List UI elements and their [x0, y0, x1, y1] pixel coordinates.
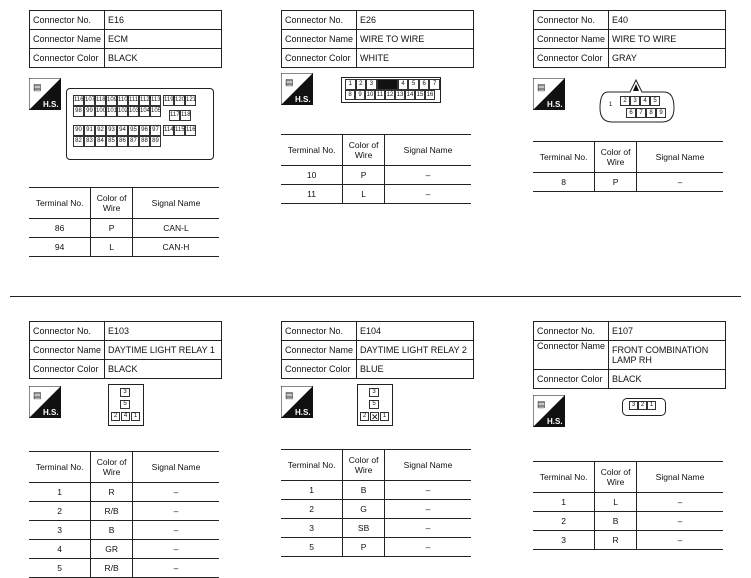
table-row: [281, 538, 471, 557]
terminal-no-cell: 5: [29, 559, 91, 578]
signal-name-cell: –: [637, 493, 724, 512]
svg-text:H.S.: H.S.: [547, 100, 563, 109]
connector-color-label: Connector Color: [282, 49, 357, 68]
connector-pin: 14: [406, 92, 414, 98]
connector-pin: 116: [73, 95, 84, 106]
connector-no-value: E107: [609, 322, 726, 341]
e103-pin-5: 5: [120, 400, 130, 409]
wire-color-header: Color of Wire: [343, 135, 385, 166]
wire-color-cell: B: [91, 521, 133, 540]
hs-icon: [281, 73, 313, 105]
wire-color-cell: B: [595, 512, 637, 531]
e104-pin-1: 1: [380, 412, 389, 421]
connector-pin: 97: [150, 125, 161, 136]
terminal-no-cell: 1: [533, 493, 595, 512]
e104-connector-face: [357, 384, 393, 426]
e103-connector-face: [108, 384, 144, 426]
connector-pin: 1: [345, 79, 356, 90]
connector-color-label: Connector Color: [30, 49, 105, 68]
terminal-no-cell: 5: [281, 538, 343, 557]
connector-pin: 3: [366, 79, 377, 90]
terminal-table-e16: [29, 187, 219, 257]
connector-pin: 109: [106, 95, 117, 106]
connector-pin: 121: [185, 95, 196, 106]
connector-pin: 118: [180, 110, 191, 121]
connector-pin: 118: [95, 95, 106, 106]
connector-info-table: [29, 321, 222, 379]
terminal-no-header: Terminal No.: [281, 135, 343, 166]
terminal-no-cell: 2: [533, 512, 595, 531]
table-row: [281, 500, 471, 519]
wire-color-cell: P: [343, 538, 385, 557]
e26-connector-face: [341, 77, 441, 103]
connector-pin: 88: [139, 136, 150, 147]
wire-color-cell: P: [91, 219, 133, 238]
connector-pin: 87: [128, 136, 139, 147]
e103-pin-1: 1: [131, 412, 140, 421]
connector-e26-block: [281, 10, 474, 68]
connector-pin: 84: [95, 136, 106, 147]
wire-color-header: Color of Wire: [343, 450, 385, 481]
connector-no-label: Connector No.: [282, 322, 357, 341]
connector-pin: 7: [636, 108, 646, 118]
connector-pin: 4: [640, 96, 650, 106]
svg-text:▤: ▤: [33, 390, 42, 400]
e103-pin-2: 2: [111, 412, 120, 421]
connector-e40-block: [533, 10, 726, 68]
table-row: [29, 521, 219, 540]
signal-name-cell: –: [133, 483, 220, 502]
connector-pin: 82: [73, 136, 84, 147]
wire-color-header: Color of Wire: [595, 142, 637, 173]
e103-pin-3: 3: [120, 388, 130, 397]
connector-info-table: [281, 321, 474, 379]
connector-pin: 102: [117, 106, 128, 117]
hs-icon: [533, 395, 565, 427]
connector-pin: 101: [106, 106, 117, 117]
wire-color-cell: GR: [91, 540, 133, 559]
connector-no-label: Connector No.: [30, 322, 105, 341]
wire-color-cell: P: [595, 173, 637, 192]
table-row: [29, 502, 219, 521]
connector-pin: 11: [376, 92, 384, 98]
connector-pin: 9: [656, 108, 666, 118]
terminal-no-header: Terminal No.: [29, 188, 91, 219]
table-row: [281, 519, 471, 538]
hs-icon: [281, 386, 313, 418]
wire-color-cell: L: [91, 238, 133, 257]
terminal-table-e26: [281, 134, 471, 204]
connector-name-label: Connector Name: [30, 30, 105, 49]
table-row: [281, 185, 471, 204]
connector-pin: 105: [150, 106, 161, 117]
table-row: [29, 219, 219, 238]
wire-color-header: Color of Wire: [91, 452, 133, 483]
signal-name-cell: –: [637, 512, 724, 531]
connector-no-label: Connector No.: [534, 322, 609, 341]
svg-text:H.S.: H.S.: [547, 417, 563, 426]
terminal-no-cell: 3: [533, 531, 595, 550]
connector-pin: 6: [419, 79, 430, 90]
connector-no-value: E26: [357, 11, 474, 30]
connector-pin: 6: [626, 108, 636, 118]
hs-icon: [29, 78, 61, 110]
table-row: [533, 531, 723, 550]
signal-name-header: Signal Name: [133, 452, 220, 483]
svg-text:▤: ▤: [537, 82, 546, 92]
signal-name-cell: –: [637, 531, 724, 550]
connector-pin: 95: [128, 125, 139, 136]
connector-pin: 112: [139, 95, 150, 106]
terminal-no-cell: 86: [29, 219, 91, 238]
connector-pin: 100: [95, 106, 106, 117]
wire-color-header: Color of Wire: [91, 188, 133, 219]
e16-connector-face: [66, 88, 214, 160]
connector-pin: 113: [150, 95, 161, 106]
connector-pin: 8: [646, 108, 656, 118]
terminal-no-cell: 2: [281, 500, 343, 519]
connector-pin: 111: [128, 95, 139, 106]
connector-pin: 16: [426, 92, 434, 98]
signal-name-cell: –: [385, 185, 472, 204]
terminal-table-e107: [533, 461, 723, 550]
signal-name-cell: –: [133, 521, 220, 540]
e104-pin-3: 3: [369, 388, 379, 397]
connector-color-value: WHITE: [357, 49, 474, 68]
connector-info-table: [281, 10, 474, 68]
wire-color-cell: R: [595, 531, 637, 550]
connector-color-value: BLUE: [357, 360, 474, 379]
signal-name-cell: CAN-H: [133, 238, 220, 257]
signal-name-cell: –: [133, 540, 220, 559]
connector-pin: [377, 79, 398, 90]
signal-name-cell: –: [133, 502, 220, 521]
connector-pin: 92: [95, 125, 106, 136]
connector-pin: 13: [396, 92, 404, 98]
terminal-no-cell: 11: [281, 185, 343, 204]
e16-right-pin-grid: [163, 95, 207, 136]
e40-pin-1: 1: [608, 102, 613, 108]
connector-e104-block: [281, 321, 474, 379]
hs-icon: [533, 78, 565, 110]
connector-name-value: DAYTIME LIGHT RELAY 2: [357, 341, 474, 360]
connector-no-label: Connector No.: [534, 11, 609, 30]
connector-name-label: Connector Name: [534, 30, 609, 49]
e107-connector-face: [622, 398, 666, 416]
connector-no-value: E40: [609, 11, 726, 30]
connector-pin: 117: [169, 110, 180, 121]
svg-text:▤: ▤: [537, 399, 546, 409]
connector-color-label: Connector Color: [282, 360, 357, 379]
signal-name-cell: CAN-L: [133, 219, 220, 238]
signal-name-cell: –: [385, 538, 472, 557]
connector-name-label: Connector Name: [282, 30, 357, 49]
connector-name-value: FRONT COMBINATION LAMP RH: [609, 341, 726, 370]
terminal-table-e103: [29, 451, 219, 578]
connector-pin: 86: [117, 136, 128, 147]
connector-pin: 3: [630, 96, 640, 106]
connector-no-label: Connector No.: [30, 11, 105, 30]
connector-no-value: E104: [357, 322, 474, 341]
wire-color-cell: SB: [343, 519, 385, 538]
terminal-no-header: Terminal No.: [29, 452, 91, 483]
connector-pin: 89: [150, 136, 161, 147]
table-row: [29, 559, 219, 578]
connector-pin: 3: [629, 401, 638, 410]
wire-color-cell: L: [343, 185, 385, 204]
e40-connector-face: [598, 78, 676, 124]
connector-e107-block: [533, 321, 726, 389]
connector-color-value: BLACK: [105, 360, 222, 379]
connector-pin: 10: [366, 92, 374, 98]
connector-pin: 90: [73, 125, 84, 136]
connector-pin: 93: [106, 125, 117, 136]
terminal-no-cell: 3: [281, 519, 343, 538]
connector-name-value: ECM: [105, 30, 222, 49]
wire-color-cell: G: [343, 500, 385, 519]
terminal-no-cell: 3: [29, 521, 91, 540]
wire-color-header: Color of Wire: [595, 462, 637, 493]
connector-color-label: Connector Color: [30, 360, 105, 379]
table-row: [29, 483, 219, 502]
connector-color-label: Connector Color: [534, 49, 609, 68]
connector-no-value: E16: [105, 11, 222, 30]
signal-name-cell: –: [637, 173, 724, 192]
hs-icon: [29, 386, 61, 418]
table-row: [29, 540, 219, 559]
connector-no-value: E103: [105, 322, 222, 341]
svg-text:H.S.: H.S.: [43, 408, 59, 417]
terminal-no-header: Terminal No.: [281, 450, 343, 481]
connector-pin: 104: [139, 106, 150, 117]
svg-text:H.S.: H.S.: [43, 100, 59, 109]
connector-color-value: BLACK: [105, 49, 222, 68]
e103-pin-4: 4: [121, 412, 130, 421]
table-row: [533, 493, 723, 512]
connector-name-value: WIRE TO WIRE: [609, 30, 726, 49]
wire-color-cell: P: [343, 166, 385, 185]
terminal-no-cell: 8: [533, 173, 595, 192]
connector-pin: 114: [163, 125, 174, 136]
table-row: [29, 238, 219, 257]
connector-color-value: BLACK: [609, 370, 726, 389]
terminal-no-cell: 4: [29, 540, 91, 559]
table-row: [533, 173, 723, 192]
wire-color-cell: L: [595, 493, 637, 512]
connector-color-value: GRAY: [609, 49, 726, 68]
connector-pin: 15: [416, 92, 424, 98]
connector-pin: 98: [73, 106, 84, 117]
svg-text:▤: ▤: [285, 390, 294, 400]
signal-name-header: Signal Name: [637, 462, 724, 493]
connector-e103-block: [29, 321, 222, 379]
table-row: [281, 481, 471, 500]
signal-name-header: Signal Name: [385, 135, 472, 166]
connector-pin: 83: [84, 136, 95, 147]
signal-name-header: Signal Name: [637, 142, 724, 173]
connector-pin: 12: [386, 92, 394, 98]
connector-pin: 9: [355, 90, 365, 100]
wire-color-cell: R: [91, 483, 133, 502]
table-row: [281, 166, 471, 185]
signal-name-cell: –: [385, 519, 472, 538]
terminal-table-e40: [533, 141, 723, 192]
connector-pin: 91: [84, 125, 95, 136]
connector-name-value: WIRE TO WIRE: [357, 30, 474, 49]
connector-pin: 99: [84, 106, 95, 117]
connector-pin: 116: [185, 125, 196, 136]
signal-name-header: Signal Name: [385, 450, 472, 481]
terminal-table-e104: [281, 449, 471, 557]
connector-pin: 2: [638, 401, 647, 410]
connector-pin: 115: [174, 125, 185, 136]
signal-name-cell: –: [133, 559, 220, 578]
connector-name-label: Connector Name: [534, 341, 609, 370]
table-row: [533, 512, 723, 531]
connector-e16-block: [29, 10, 222, 68]
connector-pin: 103: [128, 106, 139, 117]
connector-info-table: [29, 10, 222, 68]
connector-pin: 110: [117, 95, 128, 106]
connector-info-table: [533, 321, 726, 389]
connector-name-label: Connector Name: [30, 341, 105, 360]
signal-name-header: Signal Name: [133, 188, 220, 219]
terminal-no-cell: 1: [281, 481, 343, 500]
e104-pin-5: 5: [369, 400, 379, 409]
connector-pin: 85: [106, 136, 117, 147]
wire-color-cell: R/B: [91, 559, 133, 578]
signal-name-cell: –: [385, 500, 472, 519]
terminal-no-header: Terminal No.: [533, 462, 595, 493]
svg-text:▤: ▤: [285, 77, 294, 87]
connector-pin: 107: [84, 95, 95, 106]
connector-pin: 2: [620, 96, 630, 106]
connector-no-label: Connector No.: [282, 11, 357, 30]
connector-pin: 8: [345, 90, 355, 100]
terminal-no-header: Terminal No.: [533, 142, 595, 173]
connector-pin: 7: [429, 79, 440, 90]
connector-pin: 119: [163, 95, 174, 106]
connector-pin: 5: [650, 96, 660, 106]
wire-color-cell: R/B: [91, 502, 133, 521]
e16-left-pin-grid: [73, 95, 161, 147]
svg-text:H.S.: H.S.: [295, 95, 311, 104]
e104-pin-4-blocked: ✕: [371, 412, 379, 422]
wire-color-cell: B: [343, 481, 385, 500]
signal-name-cell: –: [385, 166, 472, 185]
connector-pin: 1: [647, 401, 656, 410]
e104-pin-2: 2: [360, 412, 369, 421]
signal-name-cell: –: [385, 481, 472, 500]
connector-pin: 94: [117, 125, 128, 136]
section-divider: [10, 296, 741, 297]
connector-info-table: [533, 10, 726, 68]
svg-text:▤: ▤: [33, 82, 42, 92]
terminal-no-cell: 10: [281, 166, 343, 185]
terminal-no-cell: 1: [29, 483, 91, 502]
connector-color-label: Connector Color: [534, 370, 609, 389]
connector-name-label: Connector Name: [282, 341, 357, 360]
connector-pin: 4: [398, 79, 409, 90]
connector-pin: 120: [174, 95, 185, 106]
terminal-no-cell: 2: [29, 502, 91, 521]
terminal-no-cell: 94: [29, 238, 91, 257]
connector-pin: 96: [139, 125, 150, 136]
connector-name-value: DAYTIME LIGHT RELAY 1: [105, 341, 222, 360]
connector-pin: 5: [408, 79, 419, 90]
connector-pin: 2: [356, 79, 367, 90]
svg-text:H.S.: H.S.: [295, 408, 311, 417]
